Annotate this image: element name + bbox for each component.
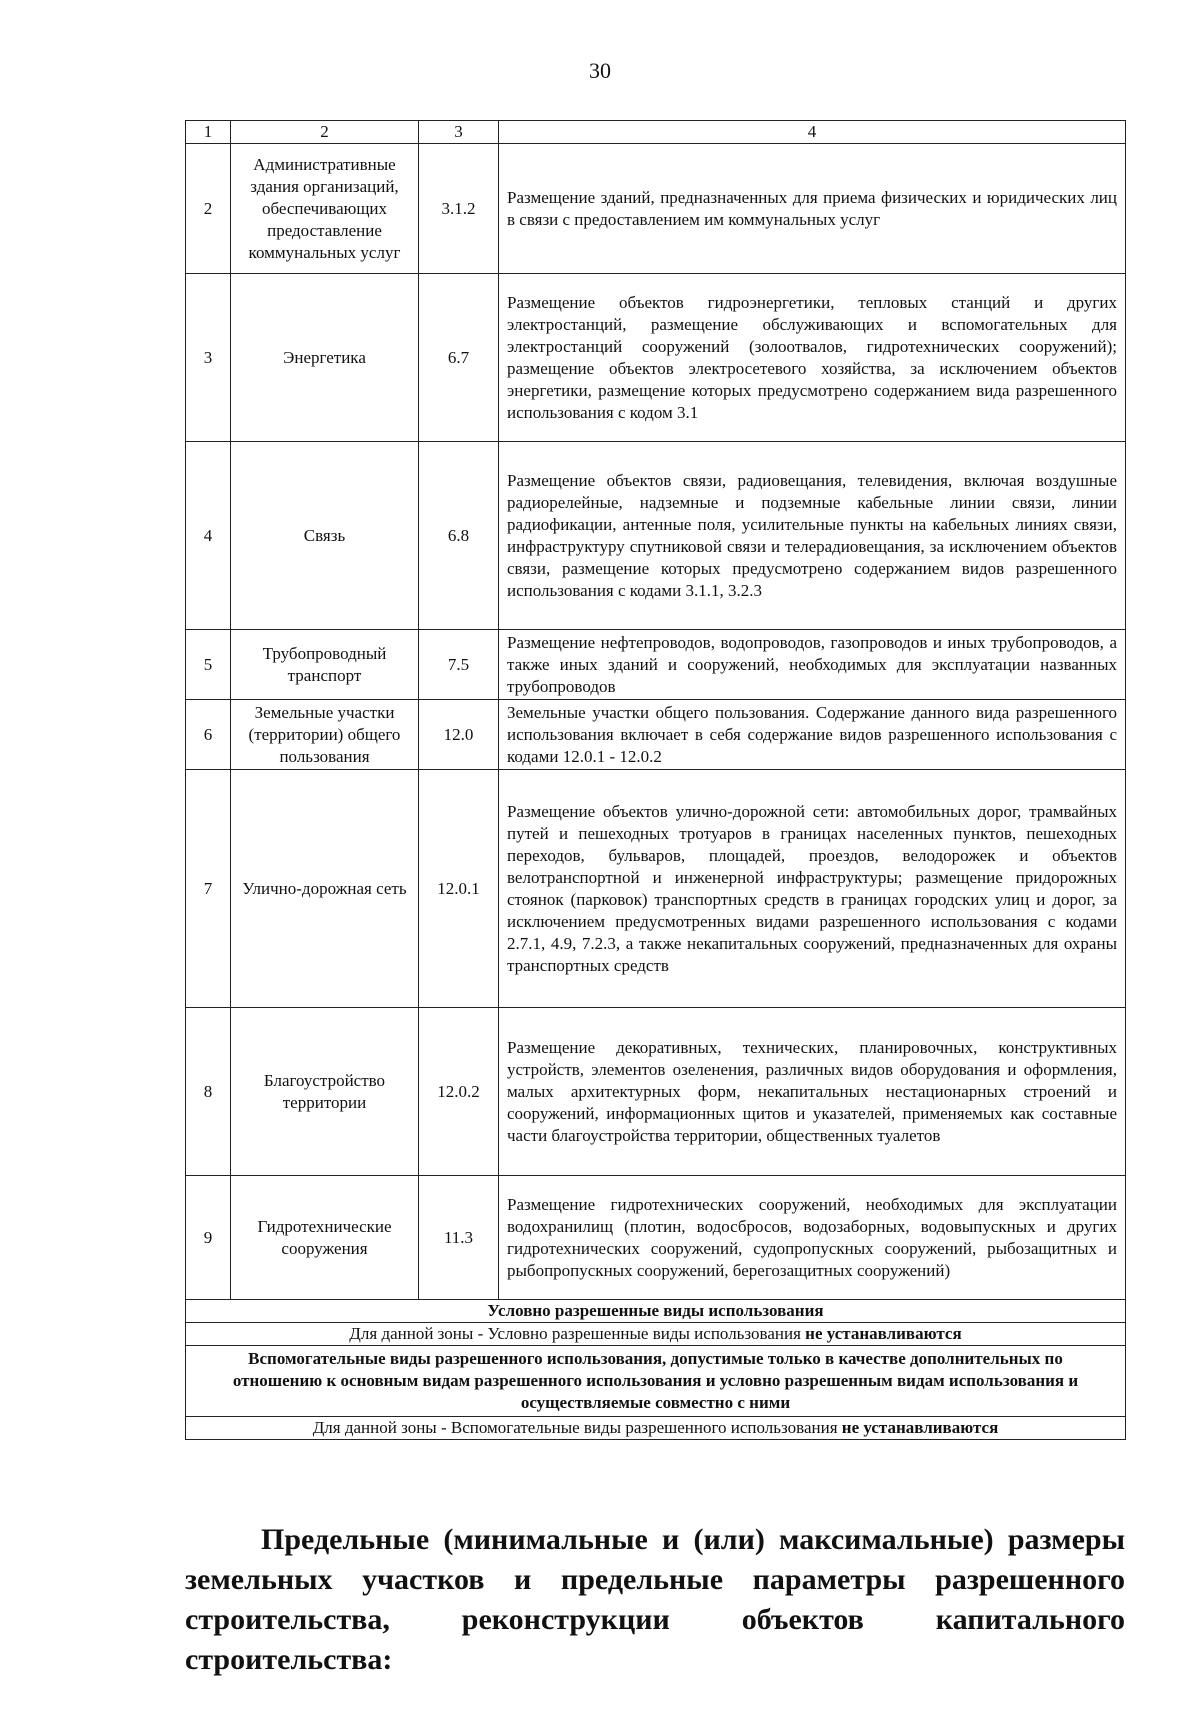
row-number: 9 — [186, 1176, 231, 1300]
auxiliary-uses-note — [186, 1417, 1126, 1440]
table-row — [186, 442, 1126, 630]
table-row — [186, 1176, 1126, 1300]
use-type-name: Улично-дорожная сеть — [231, 770, 419, 1008]
section-row — [186, 1346, 1126, 1417]
use-type-name: Трубопроводный транспорт — [231, 630, 419, 700]
use-type-code: 6.8 — [419, 442, 499, 630]
conditional-note-emphasis: не устанавливаются — [805, 1324, 962, 1343]
table-row — [186, 144, 1126, 274]
conditional-uses-note — [186, 1323, 1126, 1346]
use-type-description: Размещение декоративных, технических, планировочных, конструктивных устройств, элементов озеленения, различных видов оборудования и оформления, малых архитектурных форм, некапитальных нестационарных строений и сооружений, информационных щитов и указателей, применяемых как составные части благоустройства территории, общественных туалетов — [499, 1008, 1126, 1176]
use-type-code: 7.5 — [419, 630, 499, 700]
use-type-name: Благоустройство территории — [231, 1008, 419, 1176]
heading-text: Предельные (минимальные и (или) максимальные) размеры земельных участков и предельные параметры разрешенного строительства, реконструкции объектов капитального строительства: — [185, 1523, 1125, 1676]
use-type-name: Связь — [231, 442, 419, 630]
use-type-name: Земельные участки (территории) общего пользования — [231, 700, 419, 770]
table-header-row — [186, 121, 1126, 144]
use-type-code: 3.1.2 — [419, 144, 499, 274]
table-row — [186, 700, 1126, 770]
row-number: 4 — [186, 442, 231, 630]
use-type-code: 12.0.1 — [419, 770, 499, 1008]
use-type-description: Размещение гидротехнических сооружений, необходимых для эксплуатации водохранилищ (плотин, водосбросов, водозаборных, водовыпускных и других гидротехнических сооружений, судопропускных сооружений, рыбозащитных и рыбопропускных сооружений, берегозащитных сооружений) — [499, 1176, 1126, 1300]
table-row — [186, 274, 1126, 442]
row-number: 6 — [186, 700, 231, 770]
use-type-description: Размещение нефтепроводов, водопроводов, газопроводов и иных трубопроводов, а также иных зданий и сооружений, необходимых для эксплуатации названных трубопроводов — [499, 630, 1126, 700]
land-use-table — [185, 120, 1126, 1440]
column-header: 4 — [499, 121, 1126, 144]
use-type-description: Размещение зданий, предназначенных для приема физических и юридических лиц в связи с предоставлением им коммунальных услуг — [499, 144, 1126, 274]
row-number: 2 — [186, 144, 231, 274]
table-row — [186, 630, 1126, 700]
table-row — [186, 1008, 1126, 1176]
use-type-code: 12.0.2 — [419, 1008, 499, 1176]
use-type-name: Энергетика — [231, 274, 419, 442]
section-heading — [185, 1520, 1125, 1680]
use-type-code: 11.3 — [419, 1176, 499, 1300]
use-type-code: 12.0 — [419, 700, 499, 770]
row-number: 3 — [186, 274, 231, 442]
use-type-description: Размещение объектов улично-дорожной сети: автомобильных дорог, трамвайных путей и пешеходных тротуаров в границах населенных пунктов, пешеходных переходов, бульваров, площадей, проездов, велодорожек и объектов велотранспортной и инженерной инфраструктуры; размещение придорожных стоянок (парковок) транспортных средств в границах городских улиц и дорог, за исключением предусмотренных видами разрешенного использования с кодами 2.7.1, 4.9, 7.2.3, а также некапитальных сооружений, предназначенных для охраны транспортных средств — [499, 770, 1126, 1008]
use-type-description: Земельные участки общего пользования. Содержание данного вида разрешенного использования включает в себя содержание видов разрешенного использования с кодами 12.0.1 - 12.0.2 — [499, 700, 1126, 770]
column-header: 1 — [186, 121, 231, 144]
column-header: 2 — [231, 121, 419, 144]
column-header: 3 — [419, 121, 499, 144]
auxiliary-uses-title: Вспомогательные виды разрешенного использования, допустимые только в качестве дополнительных по отношению к основным видам разрешенного использования и условно разрешенным видам использования и осуществляемые совместно с ними — [186, 1346, 1126, 1417]
use-type-description: Размещение объектов связи, радиовещания, телевидения, включая воздушные радиорелейные, надземные и подземные кабельные линии связи, линии радиофикации, антенные поля, усилительные пункты на кабельных линиях связи, инфраструктуру спутниковой связи и телерадиовещания, за исключением объектов связи, размещение которых предусмотрено содержанием видов разрешенного использования с кодами 3.1.1, 3.2.3 — [499, 442, 1126, 630]
page-number: 30 — [589, 58, 611, 83]
section-row — [186, 1300, 1126, 1323]
use-type-name: Гидротехнические сооружения — [231, 1176, 419, 1300]
note-row — [186, 1323, 1126, 1346]
table-row — [186, 770, 1126, 1008]
auxiliary-note-emphasis: не устанавливаются — [841, 1418, 999, 1437]
row-number: 8 — [186, 1008, 231, 1176]
use-type-code: 6.7 — [419, 274, 499, 442]
conditional-uses-title: Условно разрешенные виды использования — [186, 1300, 1126, 1323]
use-type-name: Административные здания организаций, обеспечивающих предоставление коммунальных услуг — [231, 144, 419, 274]
auxiliary-note-text: Для данной зоны - Вспомогательные виды разрешенного использования — [312, 1418, 838, 1437]
conditional-note-text: Для данной зоны - Условно разрешенные виды использования — [349, 1324, 801, 1343]
row-number: 7 — [186, 770, 231, 1008]
row-number: 5 — [186, 630, 231, 700]
note-row — [186, 1417, 1126, 1440]
use-type-description: Размещение объектов гидроэнергетики, тепловых станций и других электростанций, размещение обслуживающих и вспомогательных для электростанций сооружений (золоотвалов, гидротехнических сооружений); размещение объектов электросетевого хозяйства, за исключением объектов энергетики, размещение которых предусмотрено содержанием вида разрешенного использования с кодом 3.1 — [499, 274, 1126, 442]
